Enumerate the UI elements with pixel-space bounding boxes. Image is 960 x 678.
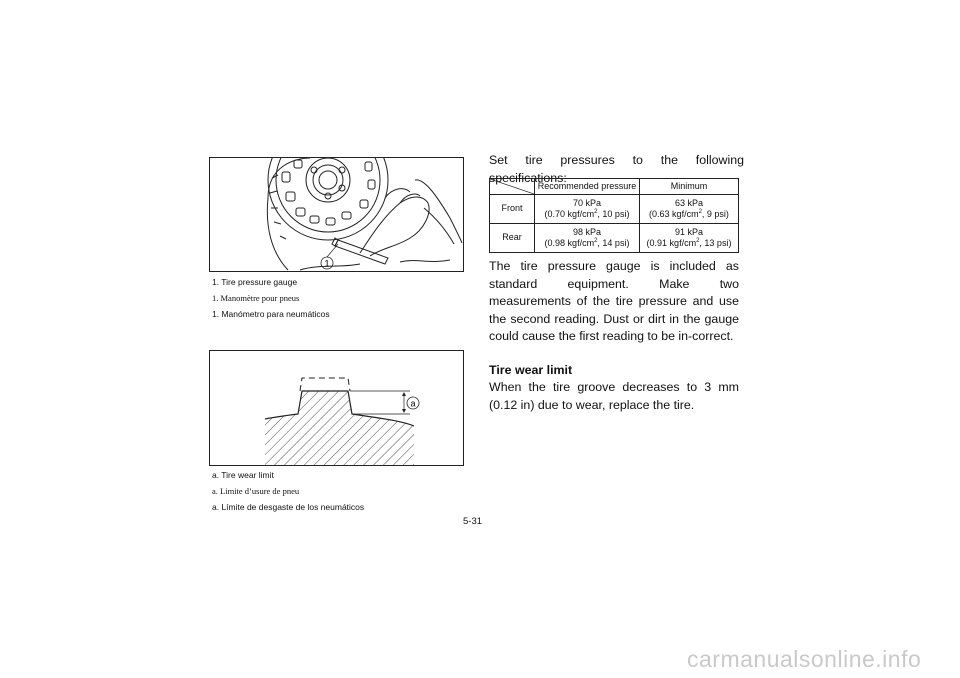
intro-text: Set tire pressures to the following specifications: (489, 153, 744, 185)
cell-line: 63 kPa (674, 197, 704, 208)
wear-paragraph: When the tire groove decreases to 3 mm (0.12 in) due to wear, replace the tire. (489, 380, 739, 412)
superscript: 2 (594, 209, 598, 215)
cell-text: (0.98 kgf/cm (544, 238, 595, 248)
cell-text: (0.70 kgf/cm (544, 209, 595, 219)
callout-a: a (410, 398, 416, 409)
figure2-caption-en: a. Tire wear limit (212, 470, 274, 480)
tread-wear-illustration (210, 351, 463, 465)
table-header-row (490, 179, 739, 195)
table-cell (640, 195, 739, 224)
figure2-caption-fr: a. Limite d’usure de pneu (212, 486, 300, 496)
header-minimum: Minimum (640, 179, 739, 195)
cell-line (535, 209, 639, 221)
table-cell (535, 224, 640, 253)
tire-pressure-gauge-figure (209, 157, 464, 272)
watermark: carmanualsonline.info (687, 646, 922, 672)
cell-text: , 13 psi) (699, 238, 732, 248)
table-cell (535, 195, 640, 224)
gauge-paragraph: The tire pressure gauge is included as standard equipment. Make two measurements of the tire pressure and use the second reading. Dust or dirt in the gauge could cause the first reading to be in-correct. (489, 259, 739, 344)
cell-text: , 14 psi) (597, 238, 630, 248)
section-heading: Tire wear limit (489, 363, 573, 377)
figure1-caption-en: 1. Tire pressure gauge (212, 277, 298, 287)
cell-text: , 9 psi) (701, 209, 729, 219)
figure2-caption-es: a. Límite de desgaste de los neumáticos (212, 502, 365, 512)
table-cell (640, 224, 739, 253)
cell-line (535, 238, 639, 250)
cell-text: , 10 psi) (597, 209, 630, 219)
row-label: Front (490, 195, 535, 224)
cell-text: (0.63 kgf/cm (649, 209, 699, 219)
table-row (490, 195, 739, 224)
cell-line (640, 209, 738, 221)
page-number: 5-31 (463, 516, 483, 527)
table-corner-cell (490, 179, 535, 195)
callout-1: 1 (324, 258, 330, 269)
row-label: Rear (490, 224, 535, 253)
superscript: 2 (698, 209, 702, 215)
cell-line (640, 238, 738, 250)
cell-line: 91 kPa (674, 226, 704, 237)
cell-line: 70 kPa (572, 197, 602, 208)
superscript: 2 (594, 238, 598, 244)
diagonal-divider (490, 179, 534, 194)
header-recommended: Recommended pressure (535, 179, 640, 195)
tire-gauge-illustration (210, 158, 463, 271)
tire-pressure-table (489, 178, 739, 253)
cell-line: 98 kPa (572, 226, 602, 237)
cell-text: (0.91 kgf/cm (646, 238, 697, 248)
figure1-caption-fr: 1. Manomètre pour pneus (212, 293, 300, 303)
figure1-caption-es: 1. Manómetro para neumáticos (212, 309, 330, 319)
table-row (490, 224, 739, 253)
tire-wear-limit-figure (209, 350, 464, 466)
superscript: 2 (696, 238, 700, 244)
